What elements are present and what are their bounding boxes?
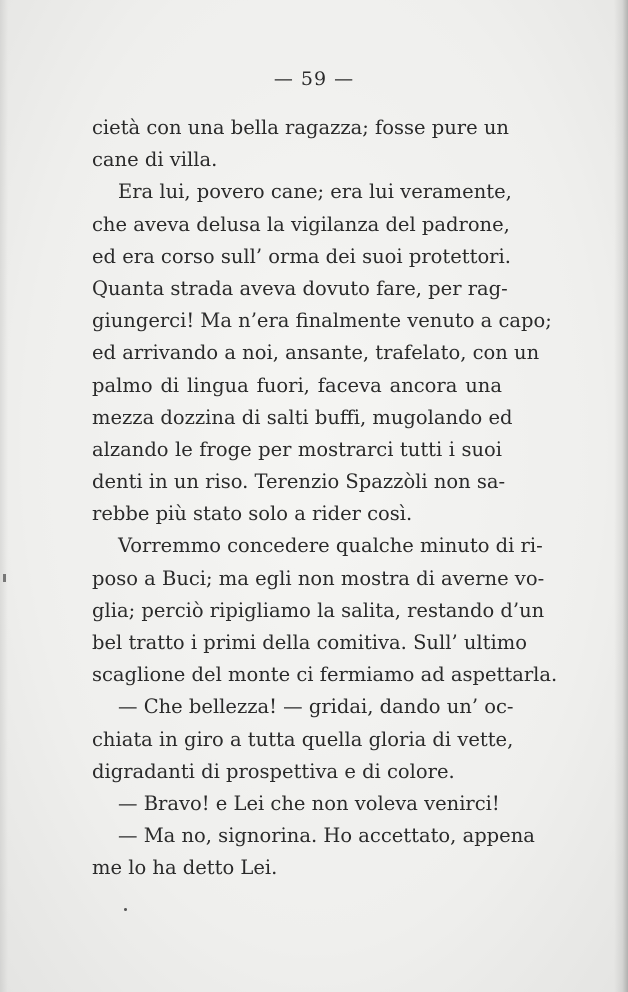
- page-left-shadow: [0, 0, 8, 992]
- text-line: mezza dozzina di salti buffi, mugolando ed: [92, 405, 513, 429]
- text-line: poso a Buci; ma egli non mostra di averne vo-: [92, 566, 545, 590]
- text-line: palmo di lingua fuori, faceva ancora una: [92, 373, 502, 397]
- page-number: — 59 —: [273, 68, 355, 90]
- text-line: glia; perciò ripigliamo la salita, restando d’un: [92, 598, 545, 622]
- text-line: cietà con una bella ragazza; fosse pure un: [92, 116, 509, 139]
- text-line: giungerci! Ma n’era finalmente venuto a capo;: [92, 309, 552, 333]
- text-line: digradanti di prospettiva e di colore.: [92, 759, 455, 783]
- body-text: [92, 112, 558, 885]
- page-right-shadow: [614, 0, 628, 992]
- text-line: — Bravo! e Lei che non voleva venirci!: [118, 791, 500, 815]
- text-line: me lo ha detto Lei.: [92, 856, 278, 880]
- ink-speck: [3, 574, 6, 582]
- text-line: cane di villa.: [92, 148, 218, 172]
- text-line: alzando le froge per mostrarci tutti i suoi: [92, 437, 502, 461]
- text-line: bel tratto i primi della comitiva. Sull’ ultimo: [92, 631, 527, 654]
- text-line: ed era corso sull’ orma dei suoi protettori.: [92, 244, 511, 268]
- text-line: — Ma no, signorina. Ho accettato, appena: [118, 824, 535, 848]
- text-line: Quanta strada aveva dovuto fare, per rag-: [92, 276, 508, 300]
- text-line: — Che bellezza! — gridai, dando un’ oc-: [118, 695, 514, 719]
- ink-speck: [124, 908, 127, 911]
- text-line: denti in un riso. Terenzio Spazzòli non sa-: [92, 470, 506, 494]
- text-line: rebbe più stato solo a rider così.: [92, 502, 413, 526]
- text-line: chiata in giro a tutta quella gloria di vette,: [92, 727, 514, 751]
- text-line: che aveva delusa la vigilanza del padrone,: [92, 212, 510, 236]
- text-line: scaglione del monte ci fermiamo ad aspettarla.: [92, 663, 558, 687]
- text-line: Era lui, povero cane; era lui veramente,: [118, 180, 512, 204]
- text-line: Vorremmo concedere qualche minuto di ri-: [118, 534, 543, 558]
- text-line: ed arrivando a noi, ansante, trafelato, con un: [92, 341, 540, 365]
